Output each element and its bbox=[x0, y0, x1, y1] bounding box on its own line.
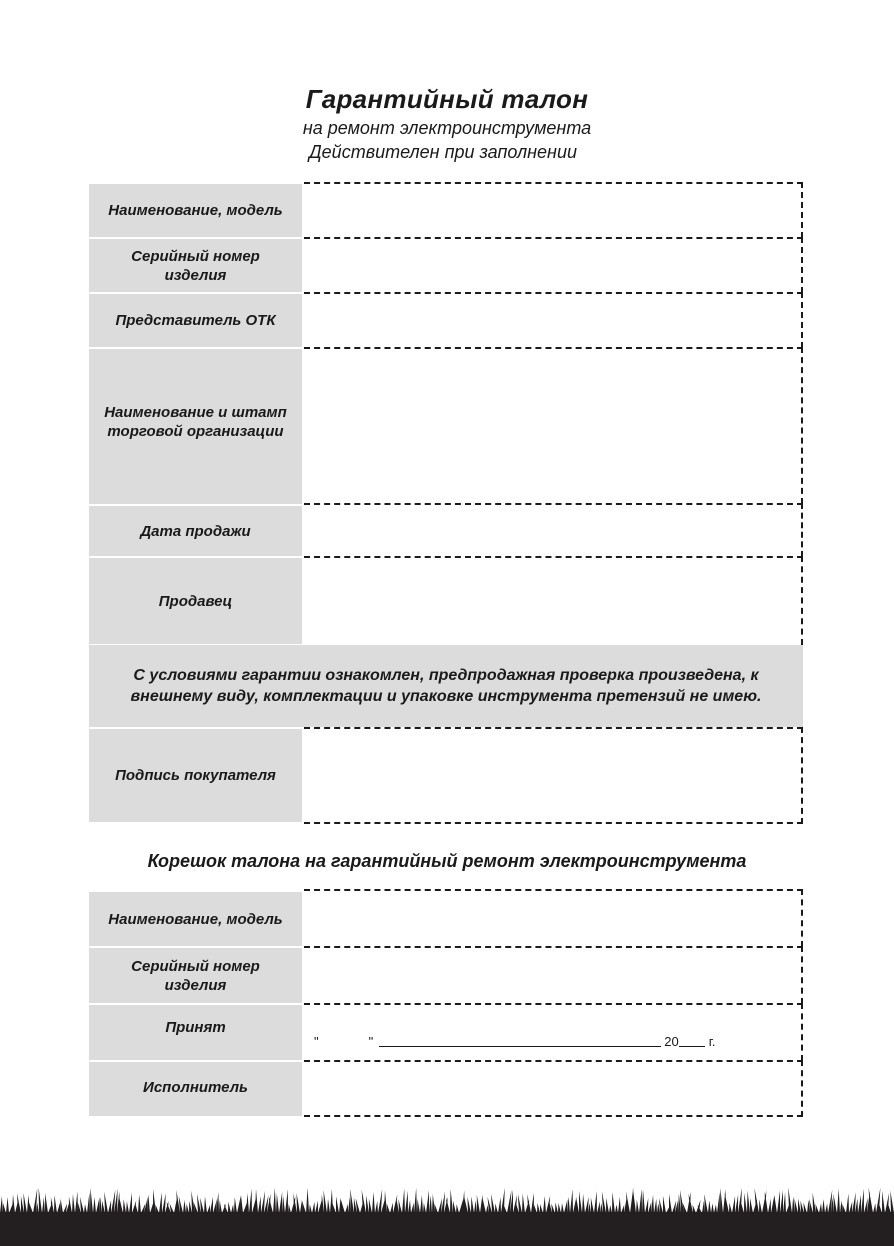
label-buyer-signature: Подпись покупателя bbox=[89, 729, 302, 822]
label-sale-date: Дата продажи bbox=[89, 506, 302, 556]
month-blank[interactable] bbox=[379, 1034, 661, 1047]
year-blank[interactable] bbox=[679, 1034, 705, 1047]
label-store-stamp: Наименование и штамп торговой организации bbox=[89, 349, 302, 504]
field-serial[interactable] bbox=[304, 237, 803, 293]
field-store-stamp[interactable] bbox=[304, 347, 803, 504]
close-quote: " bbox=[368, 1034, 374, 1049]
form-subtitle: на ремонт электроинструмента bbox=[302, 118, 592, 138]
label-serial: Серийный номер изделия bbox=[89, 239, 302, 292]
stub-label-accepted: Принят bbox=[89, 1005, 302, 1060]
stub-label-executor: Исполнитель bbox=[89, 1062, 302, 1116]
stub-label-model: Наименование, модель bbox=[89, 892, 302, 946]
accepted-date-line bbox=[314, 1034, 716, 1049]
stub-label-serial: Серийный номер изделия bbox=[89, 948, 302, 1003]
stub-title: Корешок талона на гарантийный ремонт электроинструмента bbox=[147, 851, 747, 871]
field-buyer-signature[interactable] bbox=[304, 727, 803, 824]
stub-field-serial[interactable] bbox=[304, 946, 803, 1004]
year-prefix: 20 bbox=[664, 1034, 679, 1049]
label-model: Наименование, модель bbox=[89, 184, 302, 237]
stub-field-executor[interactable] bbox=[304, 1060, 803, 1117]
label-seller: Продавец bbox=[89, 558, 302, 644]
open-quote: " bbox=[314, 1034, 319, 1049]
warranty-notice: С условиями гарантии ознакомлен, предпродажная проверка произведена, к внешнему виду, комплектации и упаковке инструмента претензий не имею. bbox=[89, 645, 803, 727]
field-seller[interactable] bbox=[304, 556, 803, 645]
form-validity-note: Действителен при заполнении bbox=[309, 142, 577, 162]
label-qc-rep: Представитель ОТК bbox=[89, 294, 302, 347]
stub-field-model[interactable] bbox=[304, 889, 803, 947]
stub-field-accepted[interactable] bbox=[304, 1003, 803, 1061]
form-title: Гарантийный талон bbox=[305, 84, 589, 114]
grass-decoration bbox=[0, 1186, 894, 1246]
field-model[interactable] bbox=[304, 182, 803, 238]
field-qc-rep[interactable] bbox=[304, 292, 803, 348]
year-suffix: г. bbox=[708, 1034, 716, 1049]
field-sale-date[interactable] bbox=[304, 503, 803, 557]
